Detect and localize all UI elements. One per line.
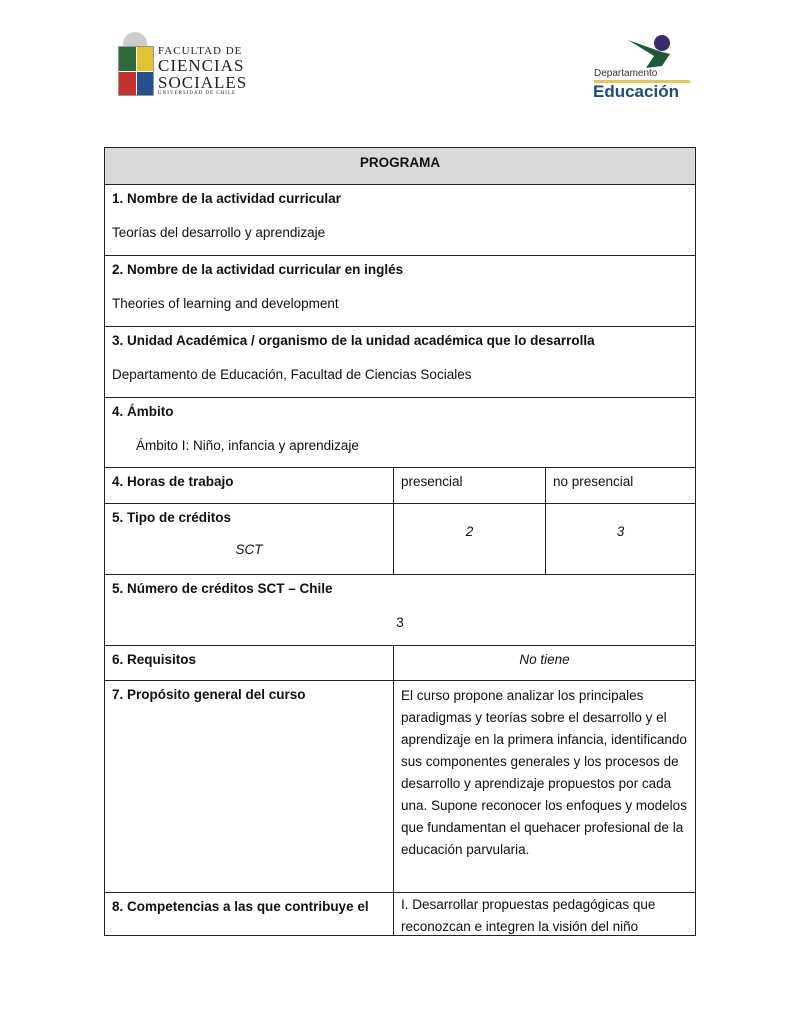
facultad-logo (118, 32, 248, 98)
row-value: Teorías del desarrollo y aprendizaje (112, 225, 326, 240)
requisitos-value: No tiene (393, 645, 696, 681)
logo-text: Departamento (594, 68, 658, 79)
horas-label: 4. Horas de trabajo (104, 467, 394, 504)
tipo-creditos (104, 503, 394, 575)
row-unidad (104, 326, 696, 398)
requisitos-label: 6. Requisitos (104, 645, 394, 681)
row-value: SCT (235, 542, 263, 557)
row-nombre-ingles (104, 255, 696, 327)
row-value: 3 (396, 615, 404, 630)
creditos-no-presencial: 3 (545, 503, 696, 575)
logo-text: SOCIALES (158, 73, 248, 92)
shield-icon (118, 46, 154, 96)
departamento-logo (588, 32, 698, 101)
logo-text: FACULTAD DE (158, 45, 243, 57)
row-label: 2. Nombre de la actividad curricular en inglés (112, 262, 404, 277)
table-title: PROGRAMA (104, 147, 696, 185)
creditos-presencial: 2 (393, 503, 546, 575)
row-label: 1. Nombre de la actividad curricular (112, 191, 341, 206)
logo-text: Educación (593, 82, 679, 101)
row-value: Ámbito I: Niño, infancia y aprendizaje (136, 438, 359, 453)
proposito-label: 7. Propósito general del curso (104, 680, 394, 893)
row-label: 4. Ámbito (112, 404, 174, 419)
competencias-label: 8. Competencias a las que contribuye el (104, 892, 394, 936)
logo-text: CIENCIAS (158, 56, 245, 75)
row-numero-creditos (104, 574, 696, 646)
logo-text: UNIVERSIDAD DE CHILE (158, 91, 237, 96)
horas-no-presencial: no presencial (545, 467, 696, 504)
row-label: 3. Unidad Académica / organismo de la unidad académica que lo desarrolla (112, 333, 595, 348)
competencias-value: I. Desarrollar propuestas pedagógicas que reconozcan e integren la visión del niño (393, 892, 696, 936)
row-nombre (104, 184, 696, 256)
horas-presencial: presencial (393, 467, 546, 504)
crest-top-icon (123, 32, 147, 46)
row-value: Theories of learning and development (112, 296, 339, 311)
row-label: 5. Tipo de créditos (112, 510, 232, 525)
row-value: Departamento de Educación, Facultad de Ciencias Sociales (112, 367, 472, 382)
figure-icon (588, 32, 698, 72)
row-ambito (104, 397, 696, 468)
row-label: 5. Número de créditos SCT – Chile (112, 581, 333, 596)
proposito-value: El curso propone analizar los principales paradigmas y teorías sobre el desarrollo y el aprendizaje en la primera infancia, identificando sus componentes generales y los procesos de desarrollo y aprendizaje propuestos por cada una. Supone reconocer los enfoques y modelos que fundamentan el quehacer profesional de la educación parvularia. (393, 680, 696, 893)
